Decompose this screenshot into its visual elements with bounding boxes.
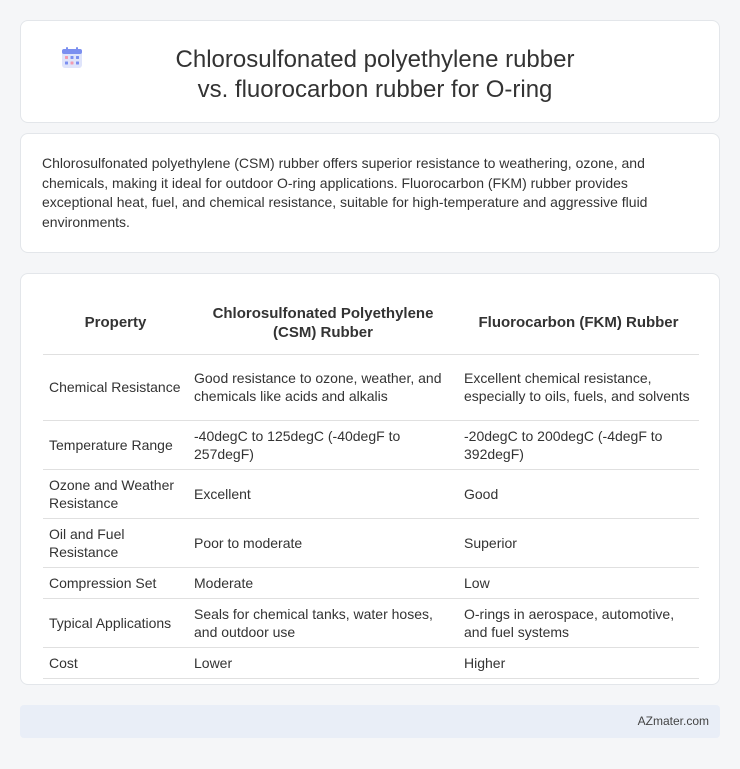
row-csm-value: Excellent — [188, 469, 458, 518]
header-csm: Chlorosulfonated Polyethylene (CSM) Rubber — [188, 292, 458, 354]
row-fkm-value: O-rings in aerospace, automotive, and fuel systems — [458, 598, 699, 647]
header-property: Property — [43, 292, 188, 354]
row-fkm-value: Higher — [458, 647, 699, 678]
row-fkm-value: Superior — [458, 518, 699, 567]
page-title: Chlorosulfonated polyethylene rubber vs. fluorocarbon rubber for O-ring — [175, 46, 575, 103]
table-row — [43, 598, 699, 647]
row-csm-value: Moderate — [188, 567, 458, 598]
table-row — [43, 518, 699, 567]
row-property: Temperature Range — [43, 420, 188, 469]
row-csm-value: Lower — [188, 647, 458, 678]
footer-brand-link[interactable]: AZmater.com — [637, 714, 709, 728]
row-property: Cost — [43, 647, 188, 678]
comparison-table — [43, 292, 699, 679]
intro-paragraph: Chlorosulfonated polyethylene (CSM) rubber offers superior resistance to weathering, ozone, and chemicals, making it ideal for outdoor O-ring applications. Fluorocarbon (FKM) rubber provides exceptional heat, fuel, and chemical resistance, suitable for high-temperature and aggressive fluid environments. — [42, 155, 648, 230]
table-row — [43, 567, 699, 598]
row-property: Compression Set — [43, 567, 188, 598]
row-property: Typical Applications — [43, 598, 188, 647]
row-property: Ozone and Weather Resistance — [43, 469, 188, 518]
table-header-row — [43, 292, 699, 354]
table-row — [43, 420, 699, 469]
footer-bar — [20, 705, 720, 738]
row-fkm-value: Excellent chemical resistance, especially to oils, fuels, and solvents — [458, 354, 699, 420]
row-csm-value: -40degC to 125degC (-40degF to 257degF) — [188, 420, 458, 469]
row-property: Chemical Resistance — [43, 354, 188, 420]
row-fkm-value: Good — [458, 469, 699, 518]
row-csm-value: Poor to moderate — [188, 518, 458, 567]
row-fkm-value: Low — [458, 567, 699, 598]
comparison-card — [20, 273, 720, 685]
row-csm-value: Good resistance to ozone, weather, and chemicals like acids and alkalis — [188, 354, 458, 420]
title-card — [20, 20, 720, 123]
header-fkm: Fluorocarbon (FKM) Rubber — [458, 292, 699, 354]
table-row — [43, 647, 699, 678]
row-property: Oil and Fuel Resistance — [43, 518, 188, 567]
table-row — [43, 469, 699, 518]
intro-card — [20, 133, 720, 253]
row-fkm-value: -20degC to 200degC (-4degF to 392degF) — [458, 420, 699, 469]
table-row — [43, 354, 699, 420]
row-csm-value: Seals for chemical tanks, water hoses, and outdoor use — [188, 598, 458, 647]
